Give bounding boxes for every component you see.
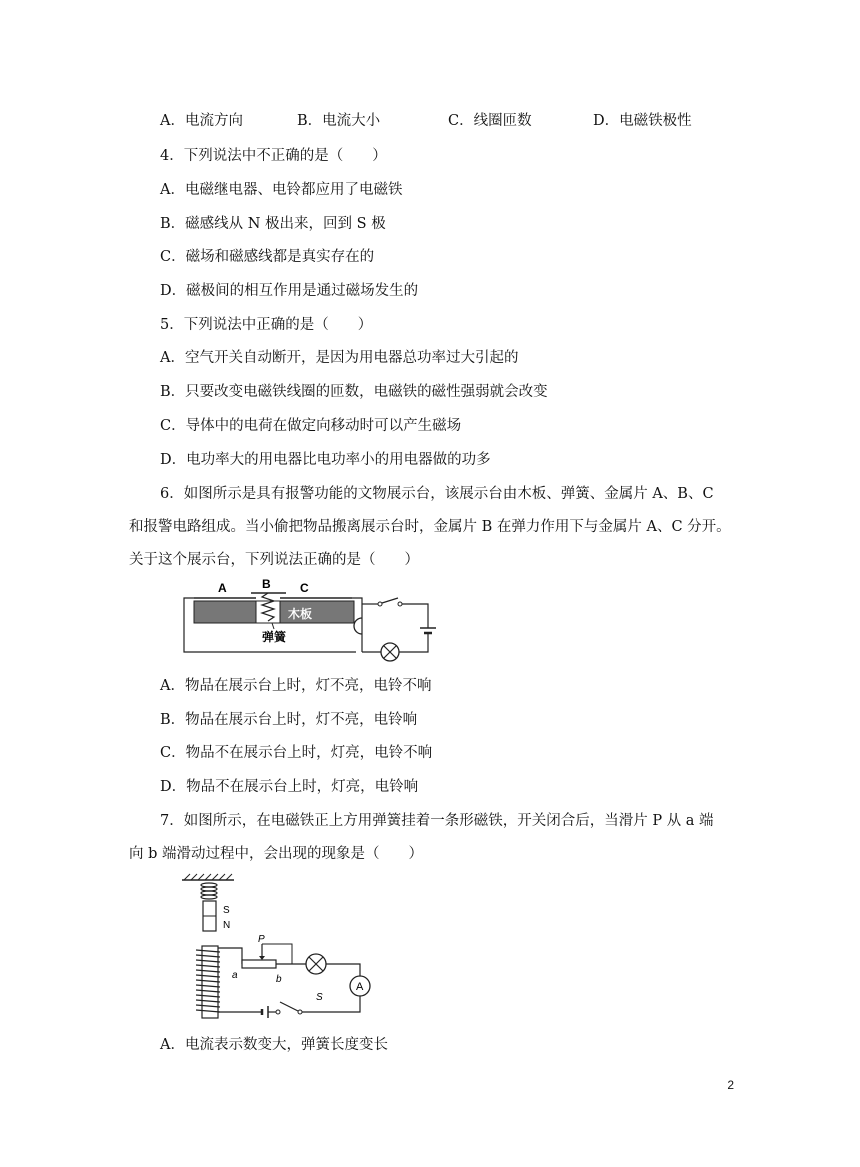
q4-stem: 4．下列说法中不正确的是（ ）: [160, 148, 387, 164]
q6-label-c: C: [300, 581, 309, 595]
q3-option-d: D．电磁铁极性: [593, 113, 692, 129]
q7-n-pole-label: N: [223, 920, 231, 931]
q6-label-b: B: [262, 577, 271, 591]
page-number: 2: [727, 1078, 734, 1092]
q6-stem-line-1: 6．如图所示是具有报警功能的文物展示台，该展示台由木板、弹簧、金属片 A、B、C: [160, 486, 714, 502]
q3-options-row: [160, 111, 760, 131]
q6-label-a: A: [218, 581, 227, 595]
q3-option-c: C．线圈匝数: [448, 113, 532, 129]
q4-option-b: B．磁感线从 N 极出来，回到 S 极: [160, 216, 386, 232]
q6-option-c: C．物品不在展示台上时，灯亮，电铃不响: [160, 745, 433, 761]
q6-stem-line-2: 和报警电路组成。当小偷把物品搬离展示台时，金属片 B 在弹力作用下与金属片 A、C 分开。: [129, 519, 731, 535]
q3-option-b: B．电流大小: [297, 113, 381, 129]
q5-option-a: A．空气开关自动断开，是因为用电器总功率过大引起的: [160, 350, 519, 366]
q3-option-a: A．电流方向: [160, 113, 243, 129]
q5-option-c: C．导体中的电荷在做定向移动时可以产生磁场: [160, 418, 462, 434]
q7-stem-line-1: 7．如图所示，在电磁铁正上方用弹簧挂着一条形磁铁，开关闭合后，当滑片 P 从 a 端: [160, 813, 714, 829]
q7-stem-line-2: 向 b 端滑动过程中，会出现的现象是（ ）: [129, 846, 423, 862]
q7-option-a: A．电流表示数变大，弹簧长度变长: [160, 1037, 388, 1053]
q7-electromagnet-figure: [176, 872, 376, 1028]
q6-option-b: B．物品在展示台上时，灯不亮，电铃响: [160, 712, 418, 728]
q5-stem: 5．下列说法中正确的是（ ）: [160, 317, 373, 333]
q6-alarm-circuit-figure: [176, 576, 446, 668]
q6-stem-line-3: 关于这个展示台，下列说法正确的是（ ）: [129, 552, 419, 568]
q7-s-pole-label: S: [223, 905, 230, 916]
q7-ammeter-label: A: [356, 981, 364, 993]
q6-option-a: A．物品在展示台上时，灯不亮，电铃不响: [160, 678, 432, 694]
q7-slider-label: P: [258, 934, 265, 945]
q5-option-b: B．只要改变电磁铁线圈的匝数，电磁铁的磁性强弱就会改变: [160, 384, 548, 400]
q4-option-c: C．磁场和磁感线都是真实存在的: [160, 249, 375, 265]
q6-option-d: D．物品不在展示台上时，灯亮，电铃响: [160, 779, 419, 795]
q7-end-a-label: a: [232, 970, 238, 981]
q7-end-b-label: b: [276, 974, 282, 985]
q4-option-d: D．磁极间的相互作用是通过磁场发生的: [160, 283, 419, 299]
q7-switch-label: S: [316, 992, 323, 1003]
q4-option-a: A．电磁继电器、电铃都应用了电磁铁: [160, 182, 403, 198]
q5-option-d: D．电功率大的用电器比电功率小的用电器做的功多: [160, 452, 491, 468]
q6-board-label: 木板: [288, 607, 313, 621]
q6-spring-label: 弹簧: [262, 630, 287, 644]
